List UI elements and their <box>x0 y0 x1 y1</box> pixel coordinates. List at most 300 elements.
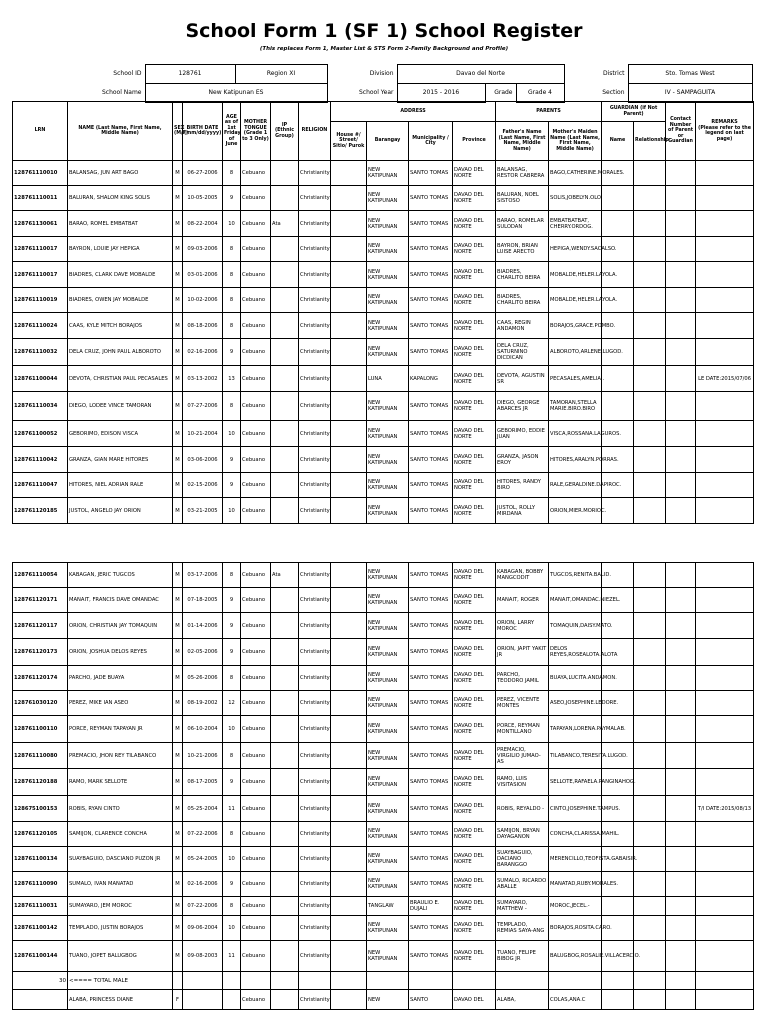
cell-g_rel <box>634 447 666 473</box>
cell-sex: M <box>173 421 183 447</box>
cell-remarks <box>696 211 754 237</box>
cell-brgy: NEW KATIPUNAN <box>367 743 409 769</box>
cell-prov: DAVAO DEL <box>453 990 496 1010</box>
cell-mother: BALUGBOG,ROSALIE.VILLACERCIO. <box>549 941 602 972</box>
table-row <box>13 796 754 822</box>
table-row <box>13 588 754 613</box>
cell-house <box>331 237 367 262</box>
cell-prov: DAVAO DEL NORTE <box>453 262 496 288</box>
cell-brgy: NEW KATIPUNAN <box>367 916 409 941</box>
register-table-1 <box>12 101 754 524</box>
cell-mother: TAPAYAN,LORENA.PAYMALAB. <box>549 716 602 743</box>
cell-father: PORCE, REYMAN MONTILLANO <box>496 716 549 743</box>
school-year-value: 2015 - 2016 <box>397 84 485 103</box>
cell-name: DIEGO, LODEE VINCE TAMORAN <box>68 392 173 421</box>
cell-rel: Christianity <box>299 211 331 237</box>
cell-remarks <box>696 421 754 447</box>
table-row <box>13 473 754 498</box>
cell-lrn: 128675100153 <box>13 796 68 822</box>
table-row <box>13 872 754 897</box>
cell-father: BALURAN, NOEL SISTOSO <box>496 186 549 211</box>
cell-bd: 08-19-2002 <box>183 691 223 716</box>
total-male-label: <==== TOTAL MALE <box>68 972 173 990</box>
cell-g_rel <box>634 313 666 339</box>
cell-bd: 10-02-2006 <box>183 288 223 313</box>
cell-age: 8 <box>223 563 241 588</box>
cell-bd: 09-03-2006 <box>183 237 223 262</box>
cell-rel: Christianity <box>299 666 331 691</box>
cell-father: KABAGAN, BOBBY MANGCODIT <box>496 563 549 588</box>
cell-age: 9 <box>223 447 241 473</box>
empty-cell <box>666 972 696 990</box>
table-row <box>13 288 754 313</box>
cell-mun: SANTO TOMAS <box>409 339 453 366</box>
cell-sex: M <box>173 161 183 186</box>
table-row <box>13 211 754 237</box>
cell-bd: 10-21-2004 <box>183 421 223 447</box>
cell-mt: Cebuano <box>241 872 271 897</box>
cell-remarks <box>696 392 754 421</box>
cell-brgy: NEW KATIPUNAN <box>367 237 409 262</box>
cell-remarks <box>696 872 754 897</box>
cell-lrn: 128761110080 <box>13 743 68 769</box>
cell-lrn: 128761110042 <box>13 447 68 473</box>
cell-prov: DAVAO DEL NORTE <box>453 339 496 366</box>
cell-name: ORION, JOSHUA DELOS REYES <box>68 639 173 666</box>
cell-bd: 02-15-2006 <box>183 473 223 498</box>
cell-ip <box>271 288 299 313</box>
cell-remarks <box>696 822 754 847</box>
cell-prov: DAVAO DEL NORTE <box>453 288 496 313</box>
cell-ip <box>271 716 299 743</box>
cell-rel: Christianity <box>299 613 331 639</box>
col-guardian: GUARDIAN (if Not Parent) <box>602 102 666 122</box>
cell-house <box>331 288 367 313</box>
section-value: IV - SAMPAGUITA <box>628 84 752 103</box>
cell-brgy: NEW KATIPUNAN <box>367 186 409 211</box>
cell-brgy: TANGLAW <box>367 897 409 916</box>
cell-sex: M <box>173 916 183 941</box>
cell-father: DIEGO, GEORGE ABARCES JR <box>496 392 549 421</box>
remarks-title: REMARKS <box>711 120 738 125</box>
cell-name: SUAYBAGUIO, DASCIANO PUZON JR <box>68 847 173 872</box>
total-male-count: 30 <box>13 972 68 990</box>
col-address: ADDRESS <box>331 102 496 122</box>
cell-age: 9 <box>223 872 241 897</box>
cell-sex: M <box>173 288 183 313</box>
cell-lrn: 128761120171 <box>13 588 68 613</box>
cell-mother: CONCHA,CLARISSA.MAHIL. <box>549 822 602 847</box>
col-ip: IP (Ethnic Group) <box>271 102 299 161</box>
cell-bd: 08-17-2005 <box>183 769 223 796</box>
cell-name: GEBORIMO, EDISON VISCA <box>68 421 173 447</box>
cell-g_rel <box>634 990 666 1010</box>
cell-mother: DELOS REYES,ROSEALOTA.ALOTA <box>549 639 602 666</box>
cell-ip <box>271 743 299 769</box>
cell-house <box>331 161 367 186</box>
empty-cell <box>549 972 602 990</box>
empty-cell <box>183 972 223 990</box>
cell-g_name <box>602 211 634 237</box>
cell-bd: 02-16-2006 <box>183 339 223 366</box>
cell-name: BALANSAG, JUN ART BAGO <box>68 161 173 186</box>
cell-prov: DAVAO DEL NORTE <box>453 161 496 186</box>
cell-prov: DAVAO DEL NORTE <box>453 313 496 339</box>
cell-age: 10 <box>223 211 241 237</box>
cell-brgy: NEW KATIPUNAN <box>367 447 409 473</box>
cell-rel: Christianity <box>299 639 331 666</box>
table-row <box>13 916 754 941</box>
cell-lrn: 128761120117 <box>13 613 68 639</box>
cell-remarks <box>696 473 754 498</box>
cell-name: SUMAYARO, JEM MOROC <box>68 897 173 916</box>
empty-cell <box>634 972 666 990</box>
cell-bd: 07-22-2006 <box>183 822 223 847</box>
cell-ip <box>271 847 299 872</box>
cell-mt: Cebuano <box>241 339 271 366</box>
grade-label: Grade <box>494 89 513 97</box>
cell-house <box>331 716 367 743</box>
cell-mun: SANTO TOMAS <box>409 716 453 743</box>
school-name-value: New Katipunan ES <box>145 84 327 103</box>
cell-bd: 02-05-2006 <box>183 639 223 666</box>
cell-rel: Christianity <box>299 872 331 897</box>
cell-prov: DAVAO DEL NORTE <box>453 872 496 897</box>
cell-g_rel <box>634 716 666 743</box>
cell-contact <box>666 563 696 588</box>
cell-mun: SANTO TOMAS <box>409 743 453 769</box>
cell-ip <box>271 339 299 366</box>
cell-bd: 07-18-2005 <box>183 588 223 613</box>
cell-mt: Cebuano <box>241 588 271 613</box>
table-row <box>13 262 754 288</box>
cell-prov: DAVAO DEL NORTE <box>453 588 496 613</box>
cell-mother: EMBATBATBAT, CHERRY.ORDOG. <box>549 211 602 237</box>
cell-mun: SANTO TOMAS <box>409 639 453 666</box>
cell-sex: M <box>173 613 183 639</box>
cell-contact <box>666 769 696 796</box>
cell-ip <box>271 769 299 796</box>
cell-sex: M <box>173 639 183 666</box>
cell-father: SUAYBAGUIO, DACIANO BARANGGO <box>496 847 549 872</box>
cell-sex: M <box>173 872 183 897</box>
cell-mother: ASEO,JOSEPHINE.LEDORE. <box>549 691 602 716</box>
cell-house <box>331 691 367 716</box>
table-row <box>13 639 754 666</box>
cell-name: TEMPLADO, JUSTIN BORAJOS <box>68 916 173 941</box>
cell-mun: SANTO TOMAS <box>409 211 453 237</box>
cell-g_rel <box>634 211 666 237</box>
cell-house <box>331 897 367 916</box>
cell-sex: M <box>173 392 183 421</box>
cell-mun: SANTO TOMAS <box>409 237 453 262</box>
cell-rel: Christianity <box>299 822 331 847</box>
cell-father: BIADRES, CHARLITO BEIRA <box>496 262 549 288</box>
cell-brgy: NEW KATIPUNAN <box>367 588 409 613</box>
cell-sex: M <box>173 588 183 613</box>
cell-father: BALANSAG, RESTOR CABRERA <box>496 161 549 186</box>
cell-remarks <box>696 897 754 916</box>
cell-name: BARAO, ROMEL EMBATBAT <box>68 211 173 237</box>
cell-rel: Christianity <box>299 743 331 769</box>
cell-ip <box>271 498 299 524</box>
cell-ip <box>271 822 299 847</box>
cell-rel: Christianity <box>299 186 331 211</box>
cell-mun: SANTO TOMAS <box>409 822 453 847</box>
cell-prov: DAVAO DEL NORTE <box>453 392 496 421</box>
cell-mun: KAPALONG <box>409 366 453 392</box>
cell-lrn: 128761100144 <box>13 941 68 972</box>
cell-sex: M <box>173 447 183 473</box>
cell-rel: Christianity <box>299 796 331 822</box>
cell-mun: SANTO <box>409 990 453 1010</box>
cell-remarks <box>696 588 754 613</box>
cell-contact <box>666 288 696 313</box>
cell-prov: DAVAO DEL NORTE <box>453 639 496 666</box>
cell-contact <box>666 186 696 211</box>
cell-contact <box>666 613 696 639</box>
cell-mun: SANTO TOMAS <box>409 473 453 498</box>
cell-mt: Cebuano <box>241 666 271 691</box>
school-info-table <box>12 64 753 103</box>
cell-mother: MOBALDE,HELER.LAYOLA. <box>549 262 602 288</box>
cell-mt: Cebuano <box>241 743 271 769</box>
district-label: District <box>602 70 625 77</box>
cell-ip <box>271 473 299 498</box>
cell-age: 9 <box>223 186 241 211</box>
cell-remarks <box>696 447 754 473</box>
empty-cell <box>453 972 496 990</box>
cell-sex: M <box>173 822 183 847</box>
cell-ip <box>271 872 299 897</box>
cell-age: 8 <box>223 161 241 186</box>
cell-father: GEBORIMO, EDDIE JUAN <box>496 421 549 447</box>
cell-remarks <box>696 161 754 186</box>
col-contact: Contact Number of Parent or Guardian <box>666 102 696 161</box>
school-year-label: School Year <box>358 89 394 96</box>
cell-rel: Christianity <box>299 563 331 588</box>
cell-contact <box>666 237 696 262</box>
table-row <box>13 392 754 421</box>
cell-sex: M <box>173 941 183 972</box>
cell-age: 8 <box>223 666 241 691</box>
cell-bd: 09-08-2003 <box>183 941 223 972</box>
cell-mt: Cebuano <box>241 288 271 313</box>
cell-brgy: NEW KATIPUNAN <box>367 392 409 421</box>
cell-father: RAMO, LUIS VISITASION <box>496 769 549 796</box>
cell-house <box>331 822 367 847</box>
cell-g_rel <box>634 666 666 691</box>
cell-bd: 08-18-2006 <box>183 313 223 339</box>
cell-contact <box>666 262 696 288</box>
cell-ip <box>271 691 299 716</box>
cell-mt: Cebuano <box>241 769 271 796</box>
cell-age: 8 <box>223 262 241 288</box>
col-birth-date: BIRTH DATE (mm/dd/yyyy) <box>183 102 223 161</box>
cell-bd: 05-25-2004 <box>183 796 223 822</box>
cell-house <box>331 796 367 822</box>
cell-g_rel <box>634 288 666 313</box>
empty-cell <box>496 972 549 990</box>
cell-g_rel <box>634 588 666 613</box>
cell-name: KABAGAN, JERIC TUGCOS <box>68 563 173 588</box>
cell-bd: 10-05-2005 <box>183 186 223 211</box>
cell-father: ORION, JAPIT YAKIT JR <box>496 639 549 666</box>
cell-mun: SANTO TOMAS <box>409 769 453 796</box>
cell-lrn <box>13 990 68 1010</box>
cell-father: PEREZ, VICENTE MONTES <box>496 691 549 716</box>
cell-g_name <box>602 498 634 524</box>
cell-house <box>331 941 367 972</box>
cell-bd: 07-22-2006 <box>183 897 223 916</box>
cell-mt: Cebuano <box>241 639 271 666</box>
cell-house <box>331 366 367 392</box>
cell-lrn: 128761120188 <box>13 769 68 796</box>
cell-brgy: NEW KATIPUNAN <box>367 313 409 339</box>
cell-prov: DAVAO DEL NORTE <box>453 447 496 473</box>
cell-house <box>331 613 367 639</box>
cell-brgy: NEW KATIPUNAN <box>367 421 409 447</box>
table-row <box>13 237 754 262</box>
cell-age: 11 <box>223 941 241 972</box>
cell-remarks <box>696 339 754 366</box>
cell-house <box>331 563 367 588</box>
cell-g_name <box>602 366 634 392</box>
cell-age: 10 <box>223 847 241 872</box>
cell-mother: SOLIS,JOBELYN.OLO. <box>549 186 602 211</box>
cell-name: JUSTOL, ANGELO JAY ORION <box>68 498 173 524</box>
table-row <box>13 990 754 1010</box>
cell-mun: SANTO TOMAS <box>409 691 453 716</box>
cell-brgy: NEW KATIPUNAN <box>367 796 409 822</box>
cell-remarks <box>696 916 754 941</box>
cell-prov: DAVAO DEL NORTE <box>453 211 496 237</box>
cell-ip <box>271 313 299 339</box>
cell-prov: DAVAO DEL NORTE <box>453 366 496 392</box>
cell-mun: SANTO TOMAS <box>409 563 453 588</box>
table-row <box>13 447 754 473</box>
cell-father: PREMACIO, VIRGILIO JUMAO-AS <box>496 743 549 769</box>
cell-g_rel <box>634 822 666 847</box>
cell-prov: DAVAO DEL NORTE <box>453 237 496 262</box>
col-name: NAME (Last Name, First Name, Middle Name) <box>68 102 173 161</box>
table-row <box>13 421 754 447</box>
cell-house <box>331 262 367 288</box>
cell-rel: Christianity <box>299 990 331 1010</box>
cell-lrn: 128761100134 <box>13 847 68 872</box>
cell-sex: M <box>173 313 183 339</box>
cell-brgy: NEW KATIPUNAN <box>367 822 409 847</box>
cell-mun: SANTO TOMAS <box>409 872 453 897</box>
cell-remarks <box>696 639 754 666</box>
cell-brgy: NEW KATIPUNAN <box>367 691 409 716</box>
cell-name: DELA CRUZ, JOHN PAUL ALBOROTO <box>68 339 173 366</box>
cell-father: CAAS, REGIN ANDAMON <box>496 313 549 339</box>
cell-prov: DAVAO DEL NORTE <box>453 847 496 872</box>
cell-ip <box>271 161 299 186</box>
cell-contact <box>666 366 696 392</box>
cell-house <box>331 498 367 524</box>
cell-father: ROBIS, REYALDO - <box>496 796 549 822</box>
cell-age: 8 <box>223 288 241 313</box>
cell-g_rel <box>634 498 666 524</box>
cell-lrn: 128761110047 <box>13 473 68 498</box>
cell-rel: Christianity <box>299 447 331 473</box>
cell-contact <box>666 473 696 498</box>
cell-mt: Cebuano <box>241 211 271 237</box>
cell-rel: Christianity <box>299 588 331 613</box>
cell-contact <box>666 339 696 366</box>
cell-ip <box>271 990 299 1010</box>
cell-brgy: NEW KATIPUNAN <box>367 563 409 588</box>
cell-lrn: 128761120173 <box>13 639 68 666</box>
cell-contact <box>666 392 696 421</box>
cell-house <box>331 990 367 1010</box>
cell-mun: BRAULIO E. DUJALI <box>409 897 453 916</box>
cell-sex: M <box>173 237 183 262</box>
cell-mt: Cebuano <box>241 847 271 872</box>
cell-father: BARAO, ROMELAR SULODAN <box>496 211 549 237</box>
cell-mother: TAMORAN,STELLA MARIE.BIRO.BIRO <box>549 392 602 421</box>
cell-name: PARCHO, JADE BUAYA <box>68 666 173 691</box>
cell-mother: HEPIGA,WENDY.SACALSO. <box>549 237 602 262</box>
cell-rel: Christianity <box>299 691 331 716</box>
cell-mt: Cebuano <box>241 916 271 941</box>
cell-ip <box>271 447 299 473</box>
cell-rel: Christianity <box>299 161 331 186</box>
cell-father: ORION, LARRY MOROC <box>496 613 549 639</box>
cell-rel: Christianity <box>299 339 331 366</box>
cell-rel: Christianity <box>299 941 331 972</box>
cell-age: 8 <box>223 392 241 421</box>
cell-prov: DAVAO DEL NORTE <box>453 743 496 769</box>
cell-age: 10 <box>223 498 241 524</box>
cell-father: ALABA, <box>496 990 549 1010</box>
cell-age: 13 <box>223 366 241 392</box>
total-male-row <box>13 972 754 990</box>
cell-remarks <box>696 666 754 691</box>
cell-g_rel <box>634 743 666 769</box>
cell-sex: M <box>173 366 183 392</box>
cell-mt: Cebuano <box>241 613 271 639</box>
cell-mun: SANTO TOMAS <box>409 613 453 639</box>
cell-name: CAAS, KYLE MITCH BORAJOS <box>68 313 173 339</box>
cell-prov: DAVAO DEL NORTE <box>453 822 496 847</box>
cell-bd: 03-13-2002 <box>183 366 223 392</box>
cell-mun: SANTO TOMAS <box>409 161 453 186</box>
cell-mother: TOMAQUIN,DAISY.MATO. <box>549 613 602 639</box>
cell-g_rel <box>634 366 666 392</box>
cell-mother: TUGCOS,RENITA.BALID. <box>549 563 602 588</box>
cell-bd: 10-21-2006 <box>183 743 223 769</box>
cell-rel: Christianity <box>299 237 331 262</box>
cell-age: 9 <box>223 473 241 498</box>
cell-bd: 06-10-2004 <box>183 716 223 743</box>
cell-sex: M <box>173 186 183 211</box>
table-row <box>13 716 754 743</box>
col-father: Father's Name (Last Name, First Name, Middle Name) <box>496 122 549 161</box>
cell-sex: M <box>173 339 183 366</box>
cell-bd: 03-06-2006 <box>183 447 223 473</box>
cell-ip <box>271 237 299 262</box>
cell-lrn: 128761120185 <box>13 498 68 524</box>
cell-bd: 02-16-2006 <box>183 872 223 897</box>
cell-g_rel <box>634 639 666 666</box>
cell-bd: 03-21-2005 <box>183 498 223 524</box>
col-house: House #/ Street/ Sitio/ Purok <box>331 122 367 161</box>
region-value: Region XI <box>235 65 327 84</box>
remarks-note: (Please refer to the legend on last page) <box>698 125 751 142</box>
